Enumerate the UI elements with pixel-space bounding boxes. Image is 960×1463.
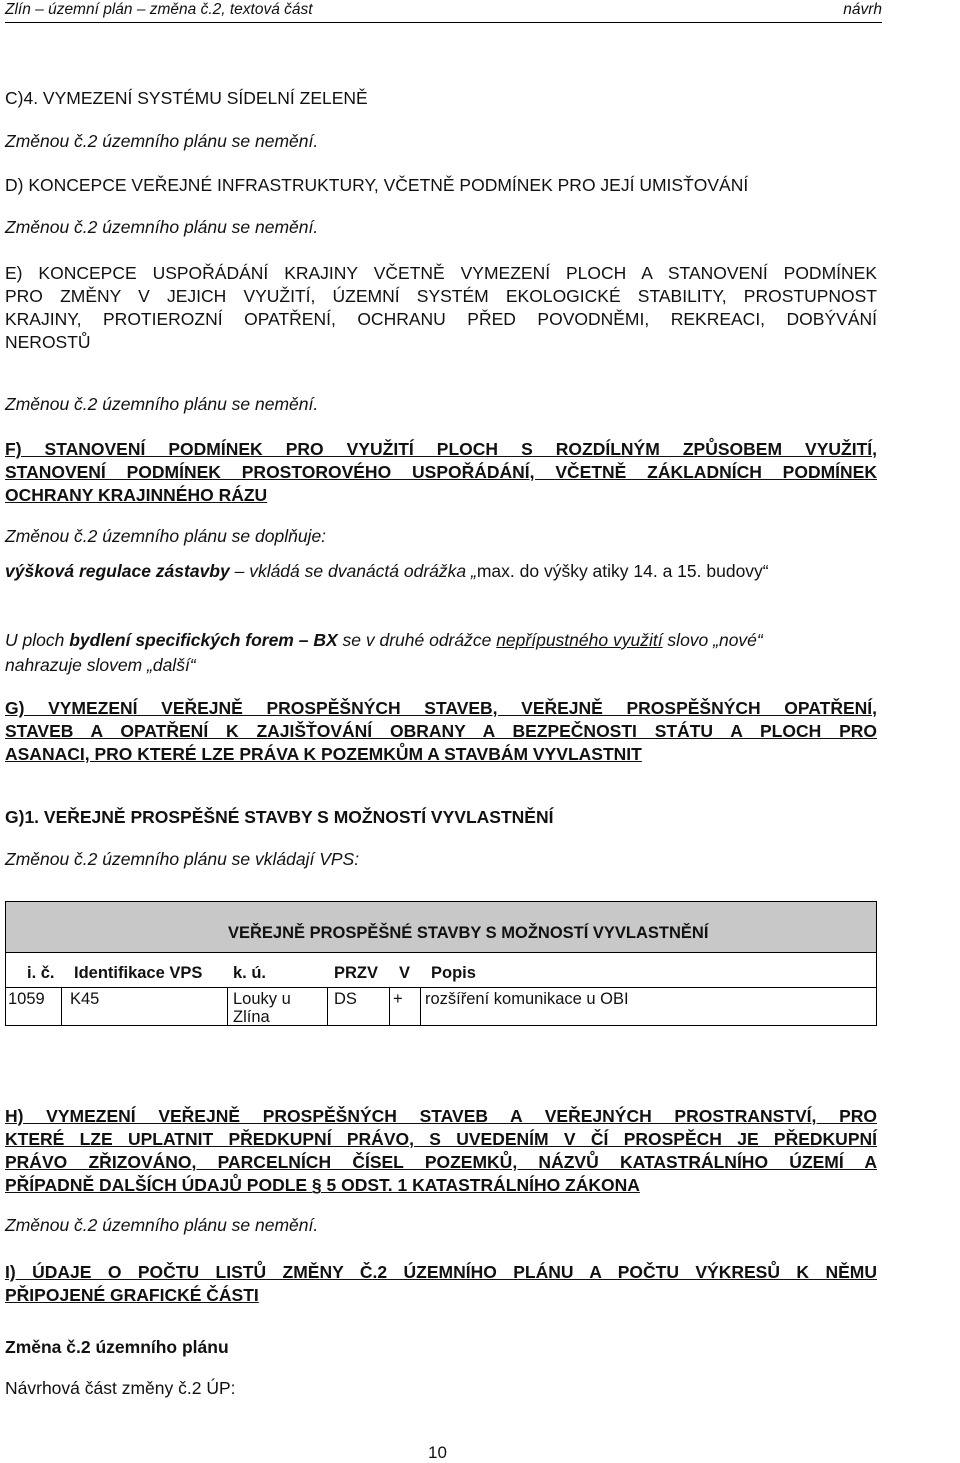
section-c4-heading: C)4. VYMEZENÍ SYSTÉMU SÍDELNÍ ZELENĚ xyxy=(5,88,368,108)
section-g-heading-line1: G) VYMEZENÍ VEŘEJNĚ PROSPĚŠNÝCH STAVEB, VEŘEJNĚ PROSPĚŠNÝCH OPATŘENÍ, xyxy=(5,698,877,718)
section-f-bx-line2: nahrazuje slovem „další“ xyxy=(5,655,196,675)
vps-table-title: VEŘEJNĚ PROSPĚŠNÉ STAVBY S MOŽNOSTÍ VYVLASTNĚNÍ xyxy=(228,924,709,942)
table-rule xyxy=(6,987,876,988)
table-col-divider xyxy=(389,987,390,1025)
section-c4-text: Změnou č.2 územního plánu se nemění. xyxy=(5,131,319,151)
col-header-przv: PRZV xyxy=(334,964,379,982)
header-status: návrh xyxy=(843,1,882,18)
navrhova-cast-text: Návrhová část změny č.2 ÚP: xyxy=(5,1378,236,1398)
table-col-divider xyxy=(227,987,228,1025)
section-e-heading-line4: NEROSTŮ xyxy=(5,332,91,352)
section-f-heading-line3: OCHRANY KRAJINNÉHO RÁZU xyxy=(5,485,268,505)
section-e-text: Změnou č.2 územního plánu se nemění. xyxy=(5,394,319,414)
col-header-identifikace: Identifikace VPS xyxy=(74,964,203,982)
bx-text-e: slovo „nové“ xyxy=(662,630,763,650)
section-h-heading-line3: PRÁVO ZŘIZOVÁNO, PARCELNÍCH ČÍSEL POZEMKŮ, NÁZVŮ KATASTRÁLNÍHO ÚZEMÍ A xyxy=(5,1152,877,1172)
row-ku-line2: Zlína xyxy=(233,1008,270,1026)
section-h-heading-line4: PŘÍPADNĚ DALŠÍCH ÚDAJŮ PODLE § 5 ODST. 1 KATASTRÁLNÍHO ZÁKONA xyxy=(5,1175,640,1195)
row-przv: DS xyxy=(334,990,357,1008)
section-i-heading-line2: PŘIPOJENÉ GRAFICKÉ ČÁSTI xyxy=(5,1285,259,1305)
section-h-heading-line1: H) VYMEZENÍ VEŘEJNĚ PROSPĚŠNÝCH STAVEB A VEŘEJNÝCH PROSTRANSTVÍ, PRO xyxy=(5,1106,877,1126)
section-f-text: Změnou č.2 územního plánu se doplňuje: xyxy=(5,526,327,546)
col-header-ic: i. č. xyxy=(27,964,55,982)
table-col-divider xyxy=(61,987,62,1025)
section-f-heading-line2: STANOVENÍ PODMÍNEK PROSTOROVÉHO USPOŘÁDÁNÍ, VČETNĚ ZÁKLADNÍCH PODMÍNEK xyxy=(5,462,877,482)
section-g1-heading: G)1. VEŘEJNĚ PROSPĚŠNÉ STAVBY S MOŽNOSTÍ VYVLASTNĚNÍ xyxy=(5,807,554,827)
zmena-heading: Změna č.2 územního plánu xyxy=(5,1337,229,1357)
section-h-heading-line2: KTERÉ LZE UPLATNIT PŘEDKUPNÍ PRÁVO, S UVEDENÍM V ČÍ PROSPĚCH JE PŘEDKUPNÍ xyxy=(5,1129,877,1149)
page-number: 10 xyxy=(428,1443,447,1462)
section-e-heading-line1: E) KONCEPCE USPOŘÁDÁNÍ KRAJINY VČETNĚ VYMEZENÍ PLOCH A STANOVENÍ PODMÍNEK xyxy=(5,263,877,283)
height-regulation-insert: – vkládá se dvanáctá odrážka „ xyxy=(229,561,477,581)
section-f-height-regulation xyxy=(5,560,877,583)
row-identifikace: K45 xyxy=(70,990,100,1008)
section-e-heading-line2: PRO ZMĚNY V JEJICH VYUŽITÍ, ÚZEMNÍ SYSTÉM EKOLOGICKÉ STABILITY, PROSTUPNOST xyxy=(5,286,877,306)
page-header xyxy=(5,0,882,23)
row-ku-line1: Louky u xyxy=(233,990,291,1008)
section-f-heading-line1: F) STANOVENÍ PODMÍNEK PRO VYUŽITÍ PLOCH S ROZDÍLNÝM ZPŮSOBEM VYUŽITÍ, xyxy=(5,439,877,459)
bx-text-a: U ploch xyxy=(5,630,70,650)
section-h-text: Změnou č.2 územního plánu se nemění. xyxy=(5,1215,319,1235)
height-regulation-term: výšková regulace zástavby xyxy=(5,561,230,581)
bx-text-c: se v druhé odrážce xyxy=(337,630,497,650)
col-header-popis: Popis xyxy=(431,964,476,982)
section-e-heading-line3: KRAJINY, PROTIEROZNÍ OPATŘENÍ, OCHRANU PŘED POVODNĚMI, REKREACI, DOBÝVÁNÍ xyxy=(5,309,877,329)
height-regulation-value: max. do výšky atiky 14. a 15. budovy“ xyxy=(476,561,769,581)
col-header-ku: k. ú. xyxy=(233,964,267,982)
bx-unacceptable-use: nepřípustného využití xyxy=(496,630,663,650)
row-v: + xyxy=(393,990,403,1008)
table-col-divider xyxy=(327,987,328,1025)
row-popis: rozšíření komunikace u OBI xyxy=(425,990,629,1008)
bx-term: bydlení specifických forem – BX xyxy=(69,630,338,650)
section-d-heading: D) KONCEPCE VEŘEJNÉ INFRASTRUKTURY, VČETNĚ PODMÍNEK PRO JEJÍ UMISŤOVÁNÍ xyxy=(5,175,749,195)
vps-table xyxy=(5,901,877,1026)
col-header-v: V xyxy=(399,964,411,982)
section-g-heading-line2: STAVEB A OPATŘENÍ K ZAJIŠŤOVÁNÍ OBRANY A BEZPEČNOSTI STÁTU A PLOCH PRO xyxy=(5,721,877,741)
table-rule xyxy=(6,952,876,953)
header-title: Zlín – územní plán – změna č.2, textová část xyxy=(5,1,313,18)
section-g1-text: Změnou č.2 územního plánu se vkládají VPS: xyxy=(5,849,360,869)
section-g-heading-line3: ASANACI, PRO KTERÉ LZE PRÁVA K POZEMKŮM A STAVBÁM VYVLASTNIT xyxy=(5,744,642,764)
section-d-text: Změnou č.2 územního plánu se nemění. xyxy=(5,217,319,237)
table-col-divider xyxy=(420,987,421,1025)
row-ic: 1059 xyxy=(8,990,45,1008)
section-i-heading-line1: I) ÚDAJE O POČTU LISTŮ ZMĚNY Č.2 ÚZEMNÍHO PLÁNU A POČTU VÝKRESŮ K NĚMU xyxy=(5,1262,877,1282)
section-f-bx-line1 xyxy=(5,629,877,652)
